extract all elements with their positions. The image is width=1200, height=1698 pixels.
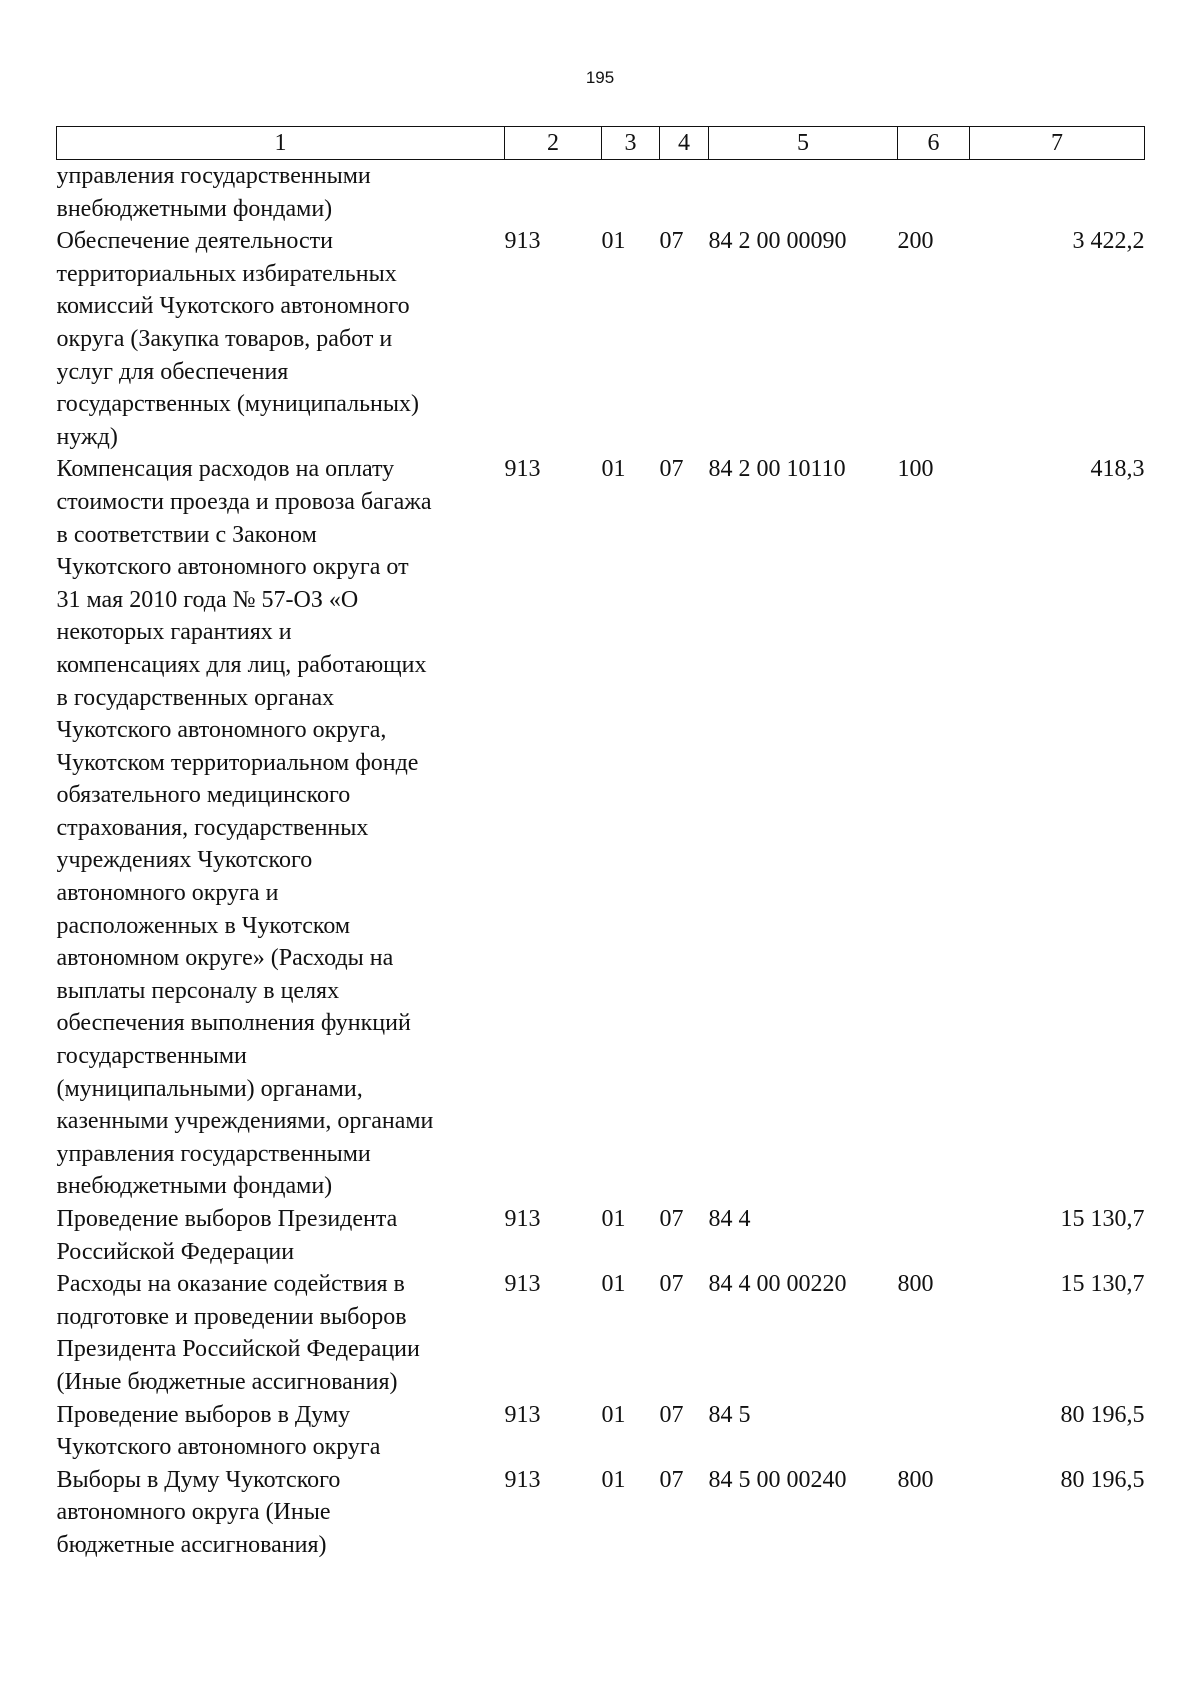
row-sum: 80 196,5 (1060, 1401, 1145, 1428)
page-number: 195 (585, 68, 615, 87)
table-row (57, 225, 1145, 453)
row-pr: 07 (659, 1401, 684, 1428)
row-vr: 100 (897, 456, 934, 483)
table-row (57, 1399, 1145, 1464)
row-rz: 01 (601, 1401, 626, 1428)
row-csr: 84 4 (708, 1206, 751, 1232)
header-col-2: 2 (505, 127, 602, 160)
header-col-5: 5 (709, 127, 898, 160)
row-name: Компенсация расходов на оплату стоимости проезда и провоза багажа в соответствии с Законом Чукотского автономного округа от 31 мая 2010 года № 57-ОЗ «О некоторых гарантиях и компенсациях для лиц, работающих в государственных органах Чукотского автономного округа, Чукотском территориальном фонде обязательного медицинского страхования, государственных учреждениях Чукотского автономного округа и расположенных в Чукотском автономном округе» (Расходы на выплаты персоналу в целях обеспечения выполнения функций государственными (муниципальными) органами, казенными учреждениями, органами управления государственными внебюджетными фондами) (56, 456, 434, 1200)
row-sum: 80 196,5 (1060, 1466, 1145, 1493)
header-col-7: 7 (970, 127, 1145, 160)
header-row (57, 127, 1145, 160)
table-header (57, 127, 1145, 160)
row-rz (602, 160, 660, 226)
budget-table (56, 126, 1145, 1562)
row-vr: 800 (897, 1466, 934, 1493)
row-gr: 913 (504, 1271, 541, 1298)
row-sum: 15 130,7 (1060, 1206, 1145, 1232)
table-row (57, 1464, 1145, 1562)
row-vr: 800 (897, 1271, 934, 1298)
row-name: Проведение выборов Президента Российской Федерации (56, 1206, 398, 1265)
row-gr (505, 160, 602, 226)
row-csr: 84 2 00 10110 (708, 456, 846, 483)
header-col-6: 6 (898, 127, 970, 160)
row-pr: 07 (659, 1466, 684, 1493)
row-csr: 84 5 (708, 1401, 751, 1428)
row-rz: 01 (601, 1271, 626, 1298)
row-sum (970, 160, 1145, 226)
row-pr: 07 (659, 1206, 684, 1232)
row-vr (898, 160, 970, 226)
row-pr (660, 160, 709, 226)
table-row (57, 453, 1145, 1203)
row-name: Проведение выборов в Думу Чукотского автономного округа (56, 1401, 381, 1461)
row-csr (709, 160, 898, 226)
row-name: управления государственными внебюджетными фондами) (56, 163, 371, 222)
row-name: Обеспечение деятельности территориальных избирательных комиссий Чукотского автономного округа (Закупка товаров, работ и услуг для обеспечения государственных (муниципальных) нужд) (56, 228, 419, 450)
row-name: Выборы в Думу Чукотского автономного округа (Иные бюджетные ассигнования) (56, 1466, 341, 1558)
row-csr: 84 5 00 00240 (708, 1466, 847, 1493)
row-vr: 200 (897, 228, 934, 255)
row-csr: 84 4 00 00220 (708, 1271, 847, 1298)
row-rz: 01 (601, 456, 626, 483)
row-gr: 913 (504, 1401, 541, 1428)
row-vr (898, 1399, 970, 1464)
row-sum: 15 130,7 (1060, 1271, 1145, 1298)
table-row (57, 160, 1145, 226)
row-pr: 07 (659, 228, 684, 255)
header-col-4: 4 (660, 127, 709, 160)
row-vr (898, 1203, 970, 1268)
table-row (57, 1203, 1145, 1268)
row-pr: 07 (659, 1271, 684, 1298)
row-gr: 913 (504, 1466, 541, 1493)
header-col-1: 1 (57, 127, 505, 160)
row-sum: 3 422,2 (1072, 228, 1145, 255)
table-row (57, 1268, 1145, 1398)
row-rz: 01 (601, 1206, 626, 1232)
row-csr: 84 2 00 00090 (708, 228, 847, 255)
row-name: Расходы на оказание содействия в подготовке и проведении выборов Президента Российской Федерации (Иные бюджетные ассигнования) (56, 1271, 420, 1395)
row-rz: 01 (601, 228, 626, 255)
row-pr: 07 (659, 456, 684, 483)
row-rz: 01 (601, 1466, 626, 1493)
row-sum: 418,3 (1090, 456, 1145, 483)
row-gr: 913 (504, 456, 541, 483)
row-gr: 913 (504, 1206, 541, 1232)
table-body (57, 160, 1145, 1562)
row-gr: 913 (504, 228, 541, 255)
header-col-3: 3 (602, 127, 660, 160)
